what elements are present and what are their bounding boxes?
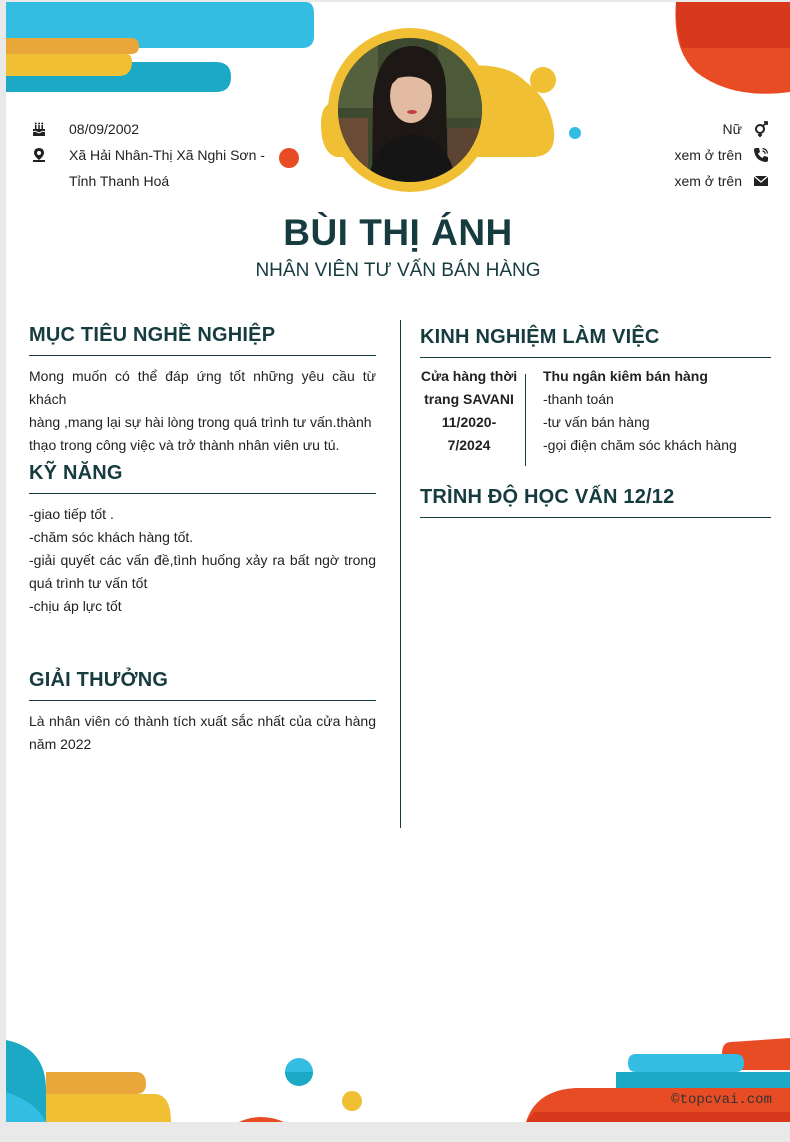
awards-title: GIẢI THƯỞNG bbox=[29, 669, 169, 691]
awards-line: Là nhân viên có thành tích xuất sắc nhất của cửa hàng bbox=[29, 713, 376, 729]
skills-line: -chăm sóc khách hàng tốt. bbox=[29, 529, 194, 545]
company-line: 7/2024 bbox=[447, 437, 491, 453]
objective-line: thạo trong công việc và trở thành nhân viên ưu tú. bbox=[29, 437, 340, 453]
watermark: ©topcvai.com bbox=[671, 1092, 772, 1108]
avatar-photo bbox=[338, 38, 482, 182]
experience-duty: -thanh toán bbox=[543, 391, 614, 407]
decor-bottom-left bbox=[6, 1032, 386, 1122]
experience-details bbox=[543, 365, 773, 457]
skills-line: -giao tiếp tốt . bbox=[29, 506, 114, 522]
skills-title: KỸ NĂNG bbox=[29, 462, 123, 484]
experience-duty: -gọi điện chăm sóc khách hàng bbox=[543, 437, 737, 453]
skills-line: -chịu áp lực tốt bbox=[29, 598, 122, 614]
awards-rule bbox=[29, 700, 376, 701]
education-rule bbox=[420, 517, 771, 518]
avatar bbox=[338, 38, 482, 182]
objective-line: Mong muốn có thể đáp ứng tốt những yêu cầu từ khách bbox=[29, 368, 376, 407]
education-title: TRÌNH ĐỘ HỌC VẤN 12/12 bbox=[420, 486, 675, 508]
company-line: 11/2020- bbox=[441, 414, 497, 430]
experience-role: Thu ngân kiêm bán hàng bbox=[543, 368, 708, 384]
company-line: trang SAVANI bbox=[424, 391, 514, 407]
experience-title: KINH NGHIỆM LÀM VIỆC bbox=[420, 326, 660, 348]
full-name: BÙI THỊ ÁNH bbox=[283, 212, 513, 253]
skills-line: -giải quyết các vấn đề,tình huống xảy ra bất ngờ trong bbox=[29, 552, 376, 568]
company-line: Cửa hàng thời bbox=[420, 368, 518, 384]
birthday-value: 08/09/2002 bbox=[69, 121, 140, 137]
email-value: xem ở trên bbox=[674, 173, 742, 189]
skills-text bbox=[29, 503, 376, 618]
gender-icon bbox=[752, 120, 770, 138]
location-pin-icon bbox=[30, 146, 48, 164]
phone-value: xem ở trên bbox=[674, 147, 742, 163]
address-line: Xã Hải Nhân-Thị Xã Nghi Sơn - bbox=[69, 147, 265, 163]
objective-text bbox=[29, 365, 376, 457]
awards-text bbox=[29, 710, 376, 756]
cv-page bbox=[6, 2, 790, 1122]
experience-divider bbox=[525, 374, 526, 466]
address-value bbox=[69, 142, 265, 194]
decor-bottom-right bbox=[516, 1032, 790, 1122]
experience-duty: -tư vấn bán hàng bbox=[543, 414, 650, 430]
objective-line: hàng ,mang lại sự hài lòng trong quá trình tư vấn.thành bbox=[29, 414, 372, 430]
job-position: NHÂN VIÊN TƯ VẤN BÁN HÀNG bbox=[255, 260, 541, 281]
experience-rule bbox=[420, 357, 771, 358]
objective-title: MỤC TIÊU NGHỀ NGHIỆP bbox=[29, 324, 276, 346]
skills-line: quá trình tư vấn tốt bbox=[29, 575, 148, 591]
phone-icon bbox=[752, 146, 770, 164]
skills-rule bbox=[29, 493, 376, 494]
objective-rule bbox=[29, 355, 376, 356]
awards-line: năm 2022 bbox=[29, 736, 92, 752]
column-divider bbox=[400, 320, 401, 828]
gender-value: Nữ bbox=[722, 121, 742, 137]
decor-top-right bbox=[666, 2, 790, 102]
address-line: Tỉnh Thanh Hoá bbox=[69, 173, 170, 189]
birthday-cake-icon bbox=[30, 120, 48, 138]
envelope-icon bbox=[752, 172, 770, 190]
experience-company bbox=[420, 365, 518, 457]
